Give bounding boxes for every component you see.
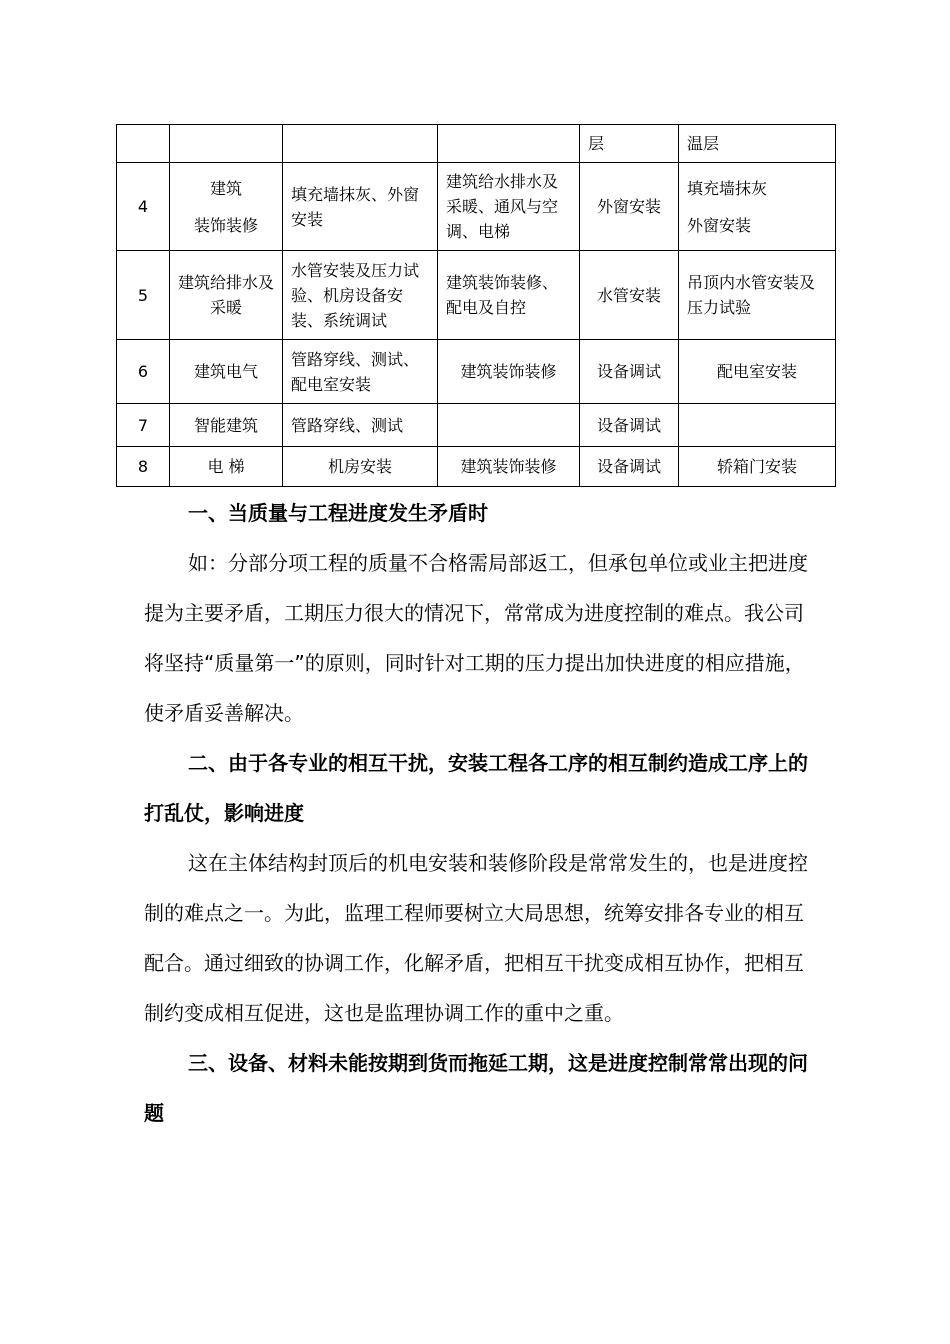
cell [438, 125, 580, 163]
row-number: 7 [117, 404, 170, 447]
row-number [117, 125, 170, 163]
table-row [117, 447, 836, 487]
cell: 温层 [679, 125, 836, 163]
body-text [144, 488, 808, 1138]
row-number: 5 [117, 251, 170, 340]
section-heading: 一、当质量与工程进度发生矛盾时 [188, 501, 488, 525]
cell: 建筑装饰装修 [438, 340, 580, 404]
cell: 设备调试 [580, 404, 679, 447]
cell: 机房安装 [283, 447, 438, 487]
cell: 吊顶内水管安装及压力试验 [679, 251, 836, 340]
cell: 设备调试 [580, 447, 679, 487]
row-number: 8 [117, 447, 170, 487]
section-heading: 三、设备、材料未能按期到货而拖延工期，这是进度控制常常出现的问题 [144, 1051, 808, 1125]
cell: 轿箱门安装 [679, 447, 836, 487]
cell: 建筑装饰装修、配电及自控 [438, 251, 580, 340]
table-row [117, 251, 836, 340]
table-row [117, 340, 836, 404]
row-number: 4 [117, 163, 170, 251]
discipline-cell: 电 梯 [170, 447, 283, 487]
cell: 水管安装及压力试验、机房设备安装、系统调试 [283, 251, 438, 340]
cell-line: 装饰装修 [193, 215, 258, 235]
cell: 层 [580, 125, 679, 163]
discipline-cell [170, 125, 283, 163]
discipline-cell: 建筑给排水及采暖 [170, 251, 283, 340]
cell [679, 163, 836, 251]
discipline-cell: 建筑电气 [170, 340, 283, 404]
cell [438, 404, 580, 447]
cell: 配电室安装 [679, 340, 836, 404]
section-paragraph: 这在主体结构封顶后的机电安装和装修阶段是常常发生的，也是进度控制的难点之一。为此，监理工程师要树立大局思想，统筹安排各专业的相互配合。通过细致的协调工作，化解矛盾，把相互干扰变成相互协作，把相互制约变成相互促进，这也是监理协调工作的重中之重。 [144, 851, 808, 1025]
cell-line: 外窗安装 [687, 215, 752, 235]
table-row [117, 404, 836, 447]
cell: 建筑装饰装修 [438, 447, 580, 487]
cell: 外窗安装 [580, 163, 679, 251]
cell: 建筑给水排水及采暖、通风与空调、电梯 [438, 163, 580, 251]
cell: 填充墙抹灰、外窗安装 [283, 163, 438, 251]
cell [679, 404, 836, 447]
cell-line: 填充墙抹灰 [687, 178, 768, 198]
cell-line: 建筑 [209, 178, 242, 198]
row-number: 6 [117, 340, 170, 404]
cell [283, 125, 438, 163]
schedule-table [116, 124, 836, 487]
table-row [117, 125, 836, 163]
cell: 管路穿线、测试、配电室安装 [283, 340, 438, 404]
cell: 管路穿线、测试 [283, 404, 438, 447]
discipline-cell [170, 163, 283, 251]
cell: 水管安装 [580, 251, 679, 340]
section-paragraph: 如：分部分项工程的质量不合格需局部返工，但承包单位或业主把进度提为主要矛盾，工期压力很大的情况下，常常成为进度控制的难点。我公司将坚持“质量第一”的原则，同时针对工期的压力提出加快进度的相应措施，使矛盾妥善解决。 [144, 551, 808, 725]
discipline-cell: 智能建筑 [170, 404, 283, 447]
table-row [117, 163, 836, 251]
cell: 设备调试 [580, 340, 679, 404]
section-heading: 二、由于各专业的相互干扰，安装工程各工序的相互制约造成工序上的打乱仗，影响进度 [144, 751, 808, 825]
